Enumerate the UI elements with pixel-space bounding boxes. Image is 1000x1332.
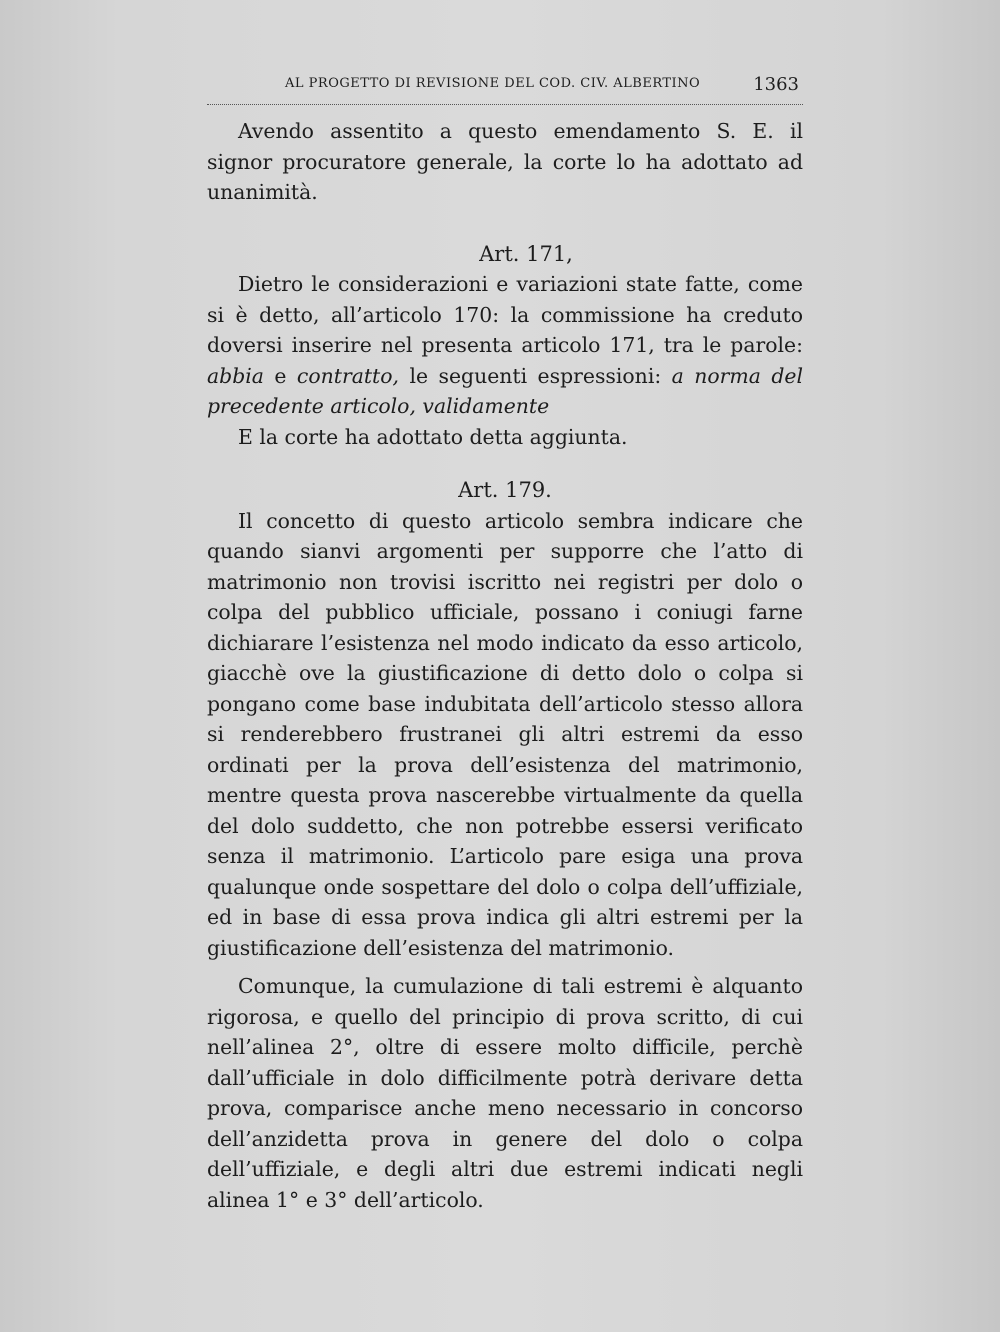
intro-paragraph: Avendo assentito a questo emendamento S. E. il signor procuratore generale, la corte lo ha adottato ad unanimità. <box>207 119 803 204</box>
running-title: AL PROGETTO DI REVISIONE DEL COD. CIV. ALBERTINO <box>285 76 701 91</box>
article-171-adoption: E la corte ha adottato detta aggiunta. <box>238 424 628 449</box>
italic-phrase-amendment: a norma del precedente articolo, validamente <box>207 363 803 418</box>
article-171-heading: Art. 171, <box>479 241 573 266</box>
article-171-connector-1: e <box>263 363 297 388</box>
article-179-paragraph-1: Il concetto di questo articolo sembra indicare che quando sianvi argomenti per supporre che l’atto di matrimonio non trovisi iscritto nei registri per dolo o colpa del pubblico ufficiale, possano i coniugi farne dichiarare l’esistenza nel modo indicato da esso articolo, giacchè ove la giustificazione di detto dolo o colpa si pongano come base indubitata dell’articolo stesso allora si renderebbero frustranei gli altri estremi da esso ordinati per la prova dell’esistenza del matrimonio, mentre questa prova nascerebbe virtualmente da quella del dolo suddetto, che non potrebbe essersi verificato senza il matrimonio. L’articolo pare esiga una prova qualunque onde sospettare del dolo o colpa dell’uffiziale, ed in base di essa prova indica gli altri estremi per la giustificazione dell’esistenza del matrimonio. <box>207 508 803 960</box>
article-179-heading: Art. 179. <box>458 478 552 502</box>
article-171-connector-2: le seguenti espressioni: <box>399 363 672 388</box>
page-number: 1363 <box>753 74 799 95</box>
page-body <box>207 116 803 1215</box>
italic-term-contratto: contratto, <box>296 363 399 388</box>
article-171-paragraph <box>207 269 803 422</box>
article-171-text-start: Dietro le considerazioni e variazioni state fatte, come si è detto, all’articolo 170: la commissione ha creduto doversi inserire nel presenta articolo 171, tra le parole: <box>207 272 803 357</box>
italic-term-abbia: abbia <box>207 363 264 388</box>
page-header <box>207 74 803 105</box>
article-179-paragraph-2: Comunque, la cumulazione di tali estremi è alquanto rigorosa, e quello del principio di prova scritto, di cui nell’alinea 2°, oltre di essere molto difficile, perchè dall’ufficiale in dolo difficilmente potrà derivare detta prova, comparisce anche meno necessario in concorso dell’anzidetta prova in genere del dolo o colpa dell’uffiziale, e degli altri due estremi indicati negli alinea 1° e 3° dell’articolo. <box>207 974 803 1212</box>
